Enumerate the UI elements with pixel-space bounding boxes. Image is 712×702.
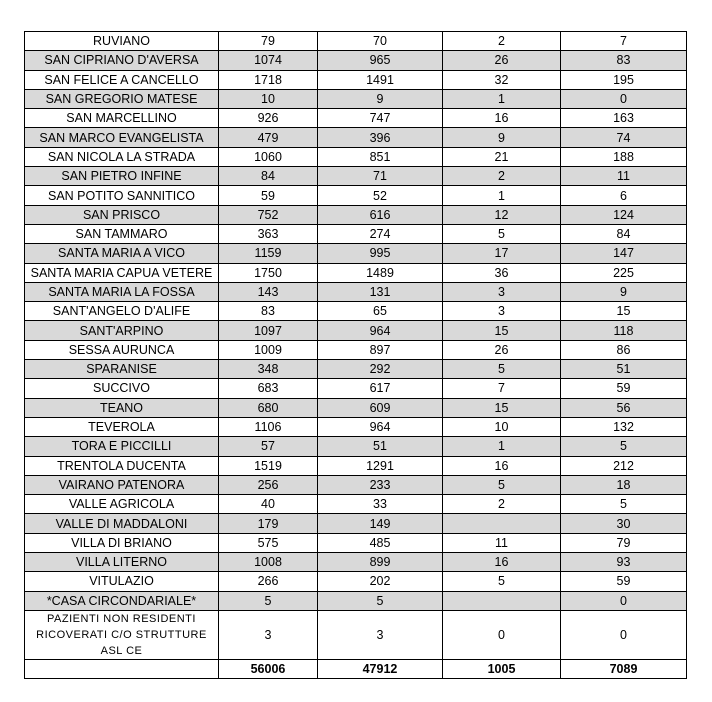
- value-col4-cell: 132: [561, 417, 687, 436]
- table-row: [25, 437, 687, 456]
- value-col3-cell: 17: [443, 244, 561, 263]
- municipality-name-cell: VALLE AGRICOLA: [25, 495, 219, 514]
- total-value-col1-cell: 56006: [219, 659, 318, 678]
- value-col3-cell: 16: [443, 456, 561, 475]
- municipality-name-cell: VALLE DI MADDALONI: [25, 514, 219, 533]
- value-col1-cell: 5: [219, 591, 318, 610]
- municipality-name-cell: SAN PRISCO: [25, 205, 219, 224]
- municipality-name-cell: SAN TAMMARO: [25, 224, 219, 243]
- value-col1-cell: 1008: [219, 553, 318, 572]
- municipality-name-cell: SAN GREGORIO MATESE: [25, 89, 219, 108]
- value-col3-cell: 5: [443, 475, 561, 494]
- municipality-name-cell: VAIRANO PATENORA: [25, 475, 219, 494]
- value-col4-cell: 15: [561, 302, 687, 321]
- value-col1-cell: 1519: [219, 456, 318, 475]
- municipality-name-cell: SUCCIVO: [25, 379, 219, 398]
- value-col3-cell: 2: [443, 495, 561, 514]
- municipality-name-cell: PAZIENTI NON RESIDENTI RICOVERATI C/O STRUTTURE ASL CE: [25, 610, 219, 659]
- value-col1-cell: 10: [219, 89, 318, 108]
- value-col3-cell: 0: [443, 610, 561, 659]
- municipality-name-cell: SANTA MARIA A VICO: [25, 244, 219, 263]
- value-col1-cell: 1097: [219, 321, 318, 340]
- value-col2-cell: 149: [318, 514, 443, 533]
- value-col2-cell: 485: [318, 533, 443, 552]
- value-col3-cell: 1: [443, 437, 561, 456]
- municipality-name-cell: TEANO: [25, 398, 219, 417]
- value-col4-cell: 18: [561, 475, 687, 494]
- value-col2-cell: 609: [318, 398, 443, 417]
- municipality-name-cell: SANT'ANGELO D'ALIFE: [25, 302, 219, 321]
- value-col3-cell: 32: [443, 70, 561, 89]
- value-col4-cell: 7: [561, 32, 687, 51]
- value-col1-cell: 57: [219, 437, 318, 456]
- table-row: [25, 128, 687, 147]
- value-col3-cell: 2: [443, 32, 561, 51]
- value-col1-cell: 3: [219, 610, 318, 659]
- value-col1-cell: 79: [219, 32, 318, 51]
- table-row: [25, 553, 687, 572]
- value-col4-cell: 195: [561, 70, 687, 89]
- value-col4-cell: 9: [561, 282, 687, 301]
- value-col2-cell: 65: [318, 302, 443, 321]
- value-col2-cell: 52: [318, 186, 443, 205]
- value-col1-cell: 1106: [219, 417, 318, 436]
- table-row: [25, 186, 687, 205]
- value-col3-cell: 5: [443, 572, 561, 591]
- municipality-name-cell: SAN PIETRO INFINE: [25, 167, 219, 186]
- municipality-name-cell: *CASA CIRCONDARIALE*: [25, 591, 219, 610]
- value-col1-cell: 266: [219, 572, 318, 591]
- value-col1-cell: 926: [219, 109, 318, 128]
- table-row: [25, 610, 687, 659]
- value-col4-cell: 0: [561, 591, 687, 610]
- table-row: [25, 282, 687, 301]
- table-row: [25, 417, 687, 436]
- table-row: [25, 340, 687, 359]
- municipality-data-table: [24, 31, 687, 679]
- value-col4-cell: 188: [561, 147, 687, 166]
- value-col2-cell: 1491: [318, 70, 443, 89]
- table-row: [25, 495, 687, 514]
- table-body: [25, 32, 687, 679]
- value-col4-cell: 0: [561, 610, 687, 659]
- municipality-name-cell: SAN NICOLA LA STRADA: [25, 147, 219, 166]
- municipality-name-cell: VITULAZIO: [25, 572, 219, 591]
- value-col2-cell: 70: [318, 32, 443, 51]
- value-col4-cell: 84: [561, 224, 687, 243]
- value-col2-cell: 616: [318, 205, 443, 224]
- value-col3-cell: 16: [443, 109, 561, 128]
- total-municipality-name-cell: [25, 659, 219, 678]
- table-row: [25, 321, 687, 340]
- municipality-name-cell: TEVEROLA: [25, 417, 219, 436]
- municipality-name-cell: SAN FELICE A CANCELLO: [25, 70, 219, 89]
- value-col3-cell: 21: [443, 147, 561, 166]
- municipality-name-cell: TORA E PICCILLI: [25, 437, 219, 456]
- value-col2-cell: 995: [318, 244, 443, 263]
- value-col3-cell: 26: [443, 51, 561, 70]
- value-col4-cell: 147: [561, 244, 687, 263]
- value-col4-cell: 30: [561, 514, 687, 533]
- value-col3-cell: 10: [443, 417, 561, 436]
- table-row: [25, 456, 687, 475]
- municipality-name-cell: TRENTOLA DUCENTA: [25, 456, 219, 475]
- value-col2-cell: 964: [318, 321, 443, 340]
- municipality-name-cell: SANTA MARIA LA FOSSA: [25, 282, 219, 301]
- value-col3-cell: 36: [443, 263, 561, 282]
- value-col2-cell: 396: [318, 128, 443, 147]
- municipality-name-cell: SAN CIPRIANO D'AVERSA: [25, 51, 219, 70]
- value-col3-cell: 15: [443, 398, 561, 417]
- value-col1-cell: 143: [219, 282, 318, 301]
- municipality-name-cell: SAN MARCELLINO: [25, 109, 219, 128]
- value-col1-cell: 1074: [219, 51, 318, 70]
- value-col4-cell: 59: [561, 572, 687, 591]
- value-col1-cell: 40: [219, 495, 318, 514]
- value-col3-cell: 5: [443, 224, 561, 243]
- value-col2-cell: 202: [318, 572, 443, 591]
- table-row: [25, 167, 687, 186]
- total-value-col4-cell: 7089: [561, 659, 687, 678]
- value-col4-cell: 118: [561, 321, 687, 340]
- value-col2-cell: 1489: [318, 263, 443, 282]
- municipality-name-cell: SAN MARCO EVANGELISTA: [25, 128, 219, 147]
- value-col2-cell: 617: [318, 379, 443, 398]
- table-row: [25, 224, 687, 243]
- municipality-name-cell: VILLA LITERNO: [25, 553, 219, 572]
- value-col1-cell: 1009: [219, 340, 318, 359]
- value-col3-cell: 26: [443, 340, 561, 359]
- table-row: [25, 398, 687, 417]
- value-col1-cell: 84: [219, 167, 318, 186]
- total-value-col2-cell: 47912: [318, 659, 443, 678]
- value-col4-cell: 124: [561, 205, 687, 224]
- value-col3-cell: [443, 591, 561, 610]
- value-col2-cell: 274: [318, 224, 443, 243]
- value-col1-cell: 1060: [219, 147, 318, 166]
- value-col4-cell: 163: [561, 109, 687, 128]
- value-col4-cell: 93: [561, 553, 687, 572]
- value-col2-cell: 965: [318, 51, 443, 70]
- value-col4-cell: 51: [561, 360, 687, 379]
- value-col1-cell: 479: [219, 128, 318, 147]
- value-col2-cell: 33: [318, 495, 443, 514]
- value-col3-cell: 2: [443, 167, 561, 186]
- value-col1-cell: 348: [219, 360, 318, 379]
- value-col3-cell: 3: [443, 282, 561, 301]
- value-col2-cell: 964: [318, 417, 443, 436]
- value-col2-cell: 71: [318, 167, 443, 186]
- value-col3-cell: 11: [443, 533, 561, 552]
- value-col2-cell: 1291: [318, 456, 443, 475]
- value-col2-cell: 292: [318, 360, 443, 379]
- table-row: [25, 70, 687, 89]
- value-col2-cell: 899: [318, 553, 443, 572]
- value-col1-cell: 179: [219, 514, 318, 533]
- value-col4-cell: 212: [561, 456, 687, 475]
- table-row: [25, 244, 687, 263]
- value-col3-cell: 7: [443, 379, 561, 398]
- value-col4-cell: 225: [561, 263, 687, 282]
- value-col2-cell: 51: [318, 437, 443, 456]
- value-col4-cell: 79: [561, 533, 687, 552]
- total-row: [25, 659, 687, 678]
- municipality-name-cell: SAN POTITO SANNITICO: [25, 186, 219, 205]
- value-col1-cell: 59: [219, 186, 318, 205]
- value-col3-cell: 9: [443, 128, 561, 147]
- table-row: [25, 147, 687, 166]
- table-row: [25, 360, 687, 379]
- value-col4-cell: 56: [561, 398, 687, 417]
- value-col4-cell: 74: [561, 128, 687, 147]
- value-col4-cell: 0: [561, 89, 687, 108]
- value-col1-cell: 1159: [219, 244, 318, 263]
- value-col3-cell: 16: [443, 553, 561, 572]
- value-col3-cell: 5: [443, 360, 561, 379]
- value-col3-cell: 1: [443, 89, 561, 108]
- table-row: [25, 51, 687, 70]
- value-col3-cell: 3: [443, 302, 561, 321]
- value-col1-cell: 683: [219, 379, 318, 398]
- table-row: [25, 572, 687, 591]
- table-row: [25, 514, 687, 533]
- value-col4-cell: 5: [561, 437, 687, 456]
- table-row: [25, 32, 687, 51]
- municipality-name-cell: SESSA AURUNCA: [25, 340, 219, 359]
- value-col4-cell: 6: [561, 186, 687, 205]
- value-col3-cell: 15: [443, 321, 561, 340]
- municipality-name-cell: SANTA MARIA CAPUA VETERE: [25, 263, 219, 282]
- table-row: [25, 89, 687, 108]
- value-col4-cell: 5: [561, 495, 687, 514]
- value-col2-cell: 747: [318, 109, 443, 128]
- municipality-name-cell: VILLA DI BRIANO: [25, 533, 219, 552]
- value-col1-cell: 680: [219, 398, 318, 417]
- value-col4-cell: 11: [561, 167, 687, 186]
- value-col2-cell: 131: [318, 282, 443, 301]
- table-row: [25, 533, 687, 552]
- value-col1-cell: 1750: [219, 263, 318, 282]
- table-row: [25, 109, 687, 128]
- value-col2-cell: 5: [318, 591, 443, 610]
- value-col1-cell: 256: [219, 475, 318, 494]
- municipality-name-cell: SANT'ARPINO: [25, 321, 219, 340]
- table-row: [25, 302, 687, 321]
- value-col2-cell: 897: [318, 340, 443, 359]
- value-col1-cell: 575: [219, 533, 318, 552]
- municipality-name-cell: SPARANISE: [25, 360, 219, 379]
- total-value-col3-cell: 1005: [443, 659, 561, 678]
- value-col3-cell: [443, 514, 561, 533]
- value-col2-cell: 233: [318, 475, 443, 494]
- table-row: [25, 379, 687, 398]
- table-row: [25, 591, 687, 610]
- value-col3-cell: 1: [443, 186, 561, 205]
- value-col2-cell: 9: [318, 89, 443, 108]
- value-col1-cell: 83: [219, 302, 318, 321]
- table-row: [25, 263, 687, 282]
- value-col1-cell: 363: [219, 224, 318, 243]
- table-row: [25, 475, 687, 494]
- table-row: [25, 205, 687, 224]
- value-col4-cell: 86: [561, 340, 687, 359]
- value-col3-cell: 12: [443, 205, 561, 224]
- value-col4-cell: 83: [561, 51, 687, 70]
- value-col2-cell: 851: [318, 147, 443, 166]
- value-col1-cell: 752: [219, 205, 318, 224]
- value-col4-cell: 59: [561, 379, 687, 398]
- value-col2-cell: 3: [318, 610, 443, 659]
- value-col1-cell: 1718: [219, 70, 318, 89]
- municipality-name-cell: RUVIANO: [25, 32, 219, 51]
